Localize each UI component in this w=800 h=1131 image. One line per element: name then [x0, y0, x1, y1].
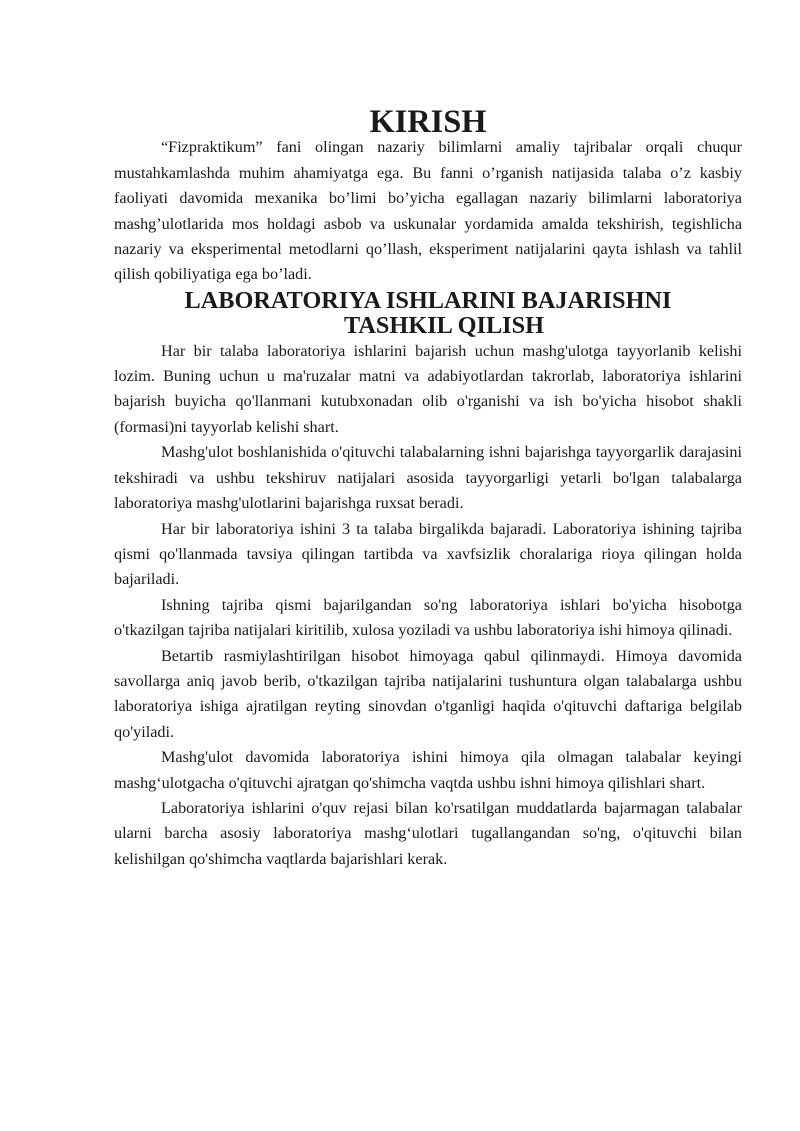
document-page	[114, 104, 742, 872]
body-paragraph: Betartib rasmiylashtirilgan hisobot himoyaga qabul qilinmaydi. Himoya davomida savollarga aniq javob berib, o'tkazilgan tajriba natijalarini tushuntura olgan talabalarga ushbu laboratoriya ishiga ajratilgan reyting sinovdan o'tganligi haqida o'qituvchi daftariga belgilab qo'yiladi.	[114, 646, 742, 741]
section-heading-line-1: LABORATORIYA ISHLARINI BAJARISHNI	[184, 286, 672, 314]
body-paragraph: Ishning tajriba qismi bajarilgandan so'ng laboratoriya ishlari bo'yicha hisobotga o'tkazilgan tajriba natijalari kiritilib, xulosa yoziladi va ushbu laboratoriya ishi himoya qilinadi.	[114, 595, 742, 640]
intro-heading: KIRISH	[369, 104, 487, 140]
intro-paragraph: “Fizpraktikum” fani olingan nazariy bilimlarni amaliy tajribalar orqali chuqur mustahkamlashda muhim ahamiyatga ega. Bu fanni o’rganish natijasida talaba o’z kasbiy faoliyati davomida mexanika bo’limi bo’yicha egallagan nazariy bilimlarni laboratoriya mashg’ulotlarida mos holdagi asbob va uskunalar yordamida amalda tekshirish, tegishlicha nazariy va eksperimental metodlarni qo’llash, eksperiment natijalarini qayta ishlash va tahlil qilish qobiliyatiga ega bo’ladi.	[114, 138, 742, 284]
section-heading	[114, 288, 742, 339]
body-paragraph: Har bir talaba laboratoriya ishlarini bajarish uchun mashg'ulotga tayyorlanib kelishi lozim. Buning uchun u ma'ruzalar matni va adabiyotlardan takrorlab, laboratoriya ishlarini bajarish buyicha qo'llanmani kutubxonadan olib o'rganishi va ish bo'yicha hisobot shakli (formasi)ni tayyorlab kelishi shart.	[114, 341, 742, 436]
body-paragraph: Mashg'ulot boshlanishida o'qituvchi talabalarning ishni bajarishga tayyorgarlik darajasini tekshiradi va ushbu tekshiruv natijalari asosida tayyorgarligi yetarli bo'lgan talabalarga laboratoriya mashg'ulotlarini bajarishga ruxsat beradi.	[114, 443, 742, 513]
body-paragraph: Mashg'ulot davomida laboratoriya ishini himoya qila olmagan talabalar keyingi mashg‘ulotgacha o'qituvchi ajratgan qo'shimcha vaqtda ushbu ishni himoya qilishlari shart.	[114, 748, 742, 792]
body-paragraph: Har bir laboratoriya ishini 3 ta talaba birgalikda bajaradi. Laboratoriya ishining tajriba qismi qo'llanmada tavsiya qilingan tartibda va xavfsizlik choralariga rioya qilingan holda bajariladi.	[114, 519, 742, 589]
body-paragraph: Laboratoriya ishlarini o'quv rejasi bilan ko'rsatilgan muddatlarda bajarmagan talabalar ularni barcha asosiy laboratoriya mashg‘ulotlari tugallangandan so'ng, o'qituvchi bilan kelishilgan qo'shimcha vaqtlarda bajarishlari kerak.	[114, 798, 742, 868]
section-heading-line-2: TASHKIL QILISH	[343, 312, 545, 340]
